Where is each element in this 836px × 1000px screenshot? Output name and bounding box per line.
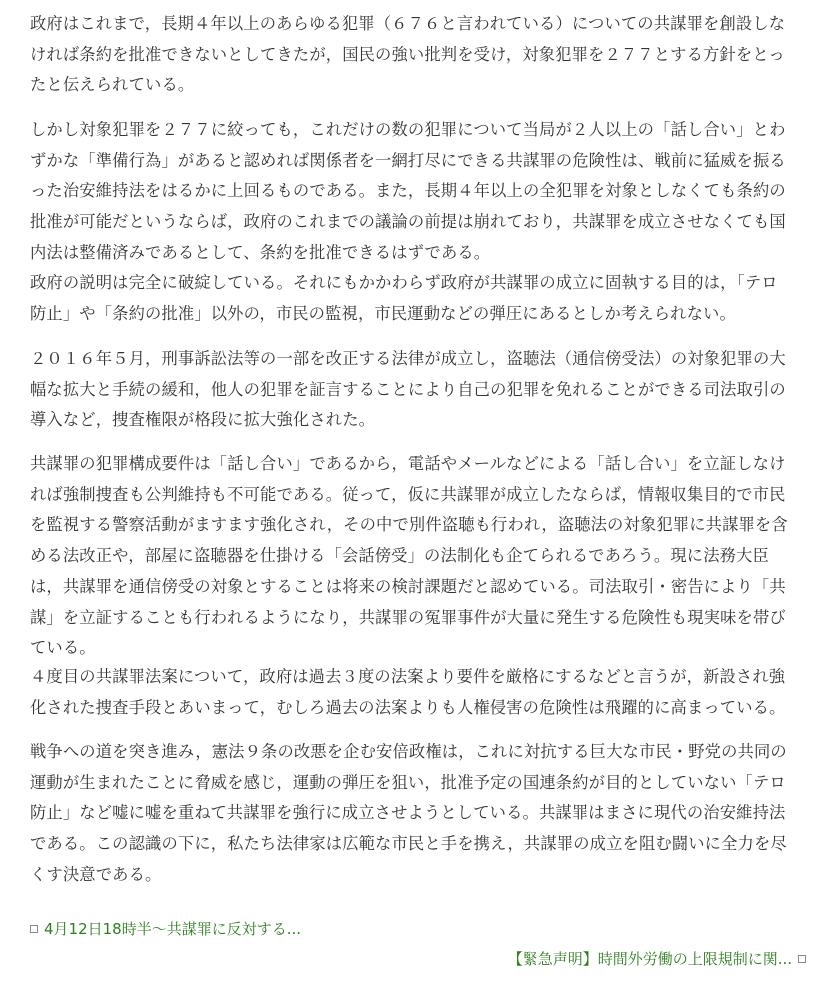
next-post-label: 【緊急声明】時間外労働の上限規制に関... bbox=[507, 950, 792, 968]
article-paragraph-7: 戦争への道を突き進み，憲法９条の改悪を企む安倍政権は，これに対抗する巨大な市民・野党の共同の 運動が生まれたことに脅威を感じ，運動の弾圧を狙い，批准予定の国連条約が目的としていない「テロ 防止」など嘘に嘘を重ねて共謀罪を強行に成立させようとしている。共謀罪はまさに現代の治安維持法 である。この認識の下に，私たち法律家は広範な市民と手を携え，共謀罪の成立を阻む闘いに全力を尽 くす決意である。 bbox=[30, 742, 787, 884]
previous-post-link[interactable] bbox=[30, 918, 301, 939]
article-paragraph-5: 共謀罪の犯罪構成要件は「話し合い」であるから，電話やメールなどによる「話し合い」を立証しなけ れば強制捜査も公判維持も不可能である。従って，仮に共謀罪が成立したならば，情報収集目的で市民 を監視する警察活動がますます強化され，その中で別件盗聴も行われ，盗聴法の対象犯罪に共謀罪を含 める法改正や，部屋に盗聴器を仕掛ける「会話傍受」の法制化も企てられるであろう。現に法務大臣 は，共謀罪を通信傍受の対象とすることは将来の検討課題だと認めている。司法取引・密告により「共 謀」を立証することも行われるようになり，共謀罪の冤罪事件が大量に発生する危険性も現実味を帯び ている。 bbox=[30, 454, 788, 658]
article-paragraph-1: 政府はこれまで，長期４年以上のあらゆる犯罪（６７６と言われている）についての共謀罪を創設しな ければ条約を批准できないとしてきたが，国民の強い批判を受け，対象犯罪を２７７とする方針をとっ たと伝えられている。 bbox=[30, 14, 786, 95]
square-icon bbox=[30, 925, 38, 933]
article-paragraph-6: ４度目の共謀罪法案について，政府は過去３度の法案より要件を厳格にするなどと言うが，新設され強 化された捜査手段とあいまって，むしろ過去の法案よりも人権侵害の危険性は飛躍的に高まっている。 bbox=[30, 667, 786, 717]
article-paragraph-2: しかし対象犯罪を２７７に絞っても，これだけの数の犯罪について当局が２人以上の「話し合い」とわ ずかな「準備行為」があると認めれば関係者を一網打尽にできる共謀罪の危険性は、戦前に猛威を振る った治安維持法をはるかに上回るものである。また，長期４年以上の全犯罪を対象としなくても条約の 批准が可能だというならば，政府のこれまでの議論の前提は崩れており，共謀罪を成立させなくても国 内法は整備済みであるとして、条約を批准できるはずである。 bbox=[30, 120, 786, 262]
next-post-link[interactable] bbox=[508, 948, 806, 969]
previous-post-label: 4月12日18時半〜共謀罪に反対する... bbox=[44, 920, 302, 938]
article-paragraph-3: 政府の説明は完全に破綻している。それにもかかわらず政府が共謀罪の成立に固執する目的は，「テロ 防止」や「条約の批准」以外の，市民の監視，市民運動などの弾圧にあるとしか考えられない。 bbox=[30, 273, 778, 323]
article-paragraph-4: ２０１６年５月，刑事訴訟法等の一部を改正する法律が成立し，盗聴法（通信傍受法）の対象犯罪の大 幅な拡大と手続の緩和，他人の犯罪を証言することにより自己の犯罪を免れることができる司法取引の 導入など，捜査権限が格段に拡大強化された。 bbox=[30, 349, 786, 430]
square-icon bbox=[798, 955, 806, 963]
